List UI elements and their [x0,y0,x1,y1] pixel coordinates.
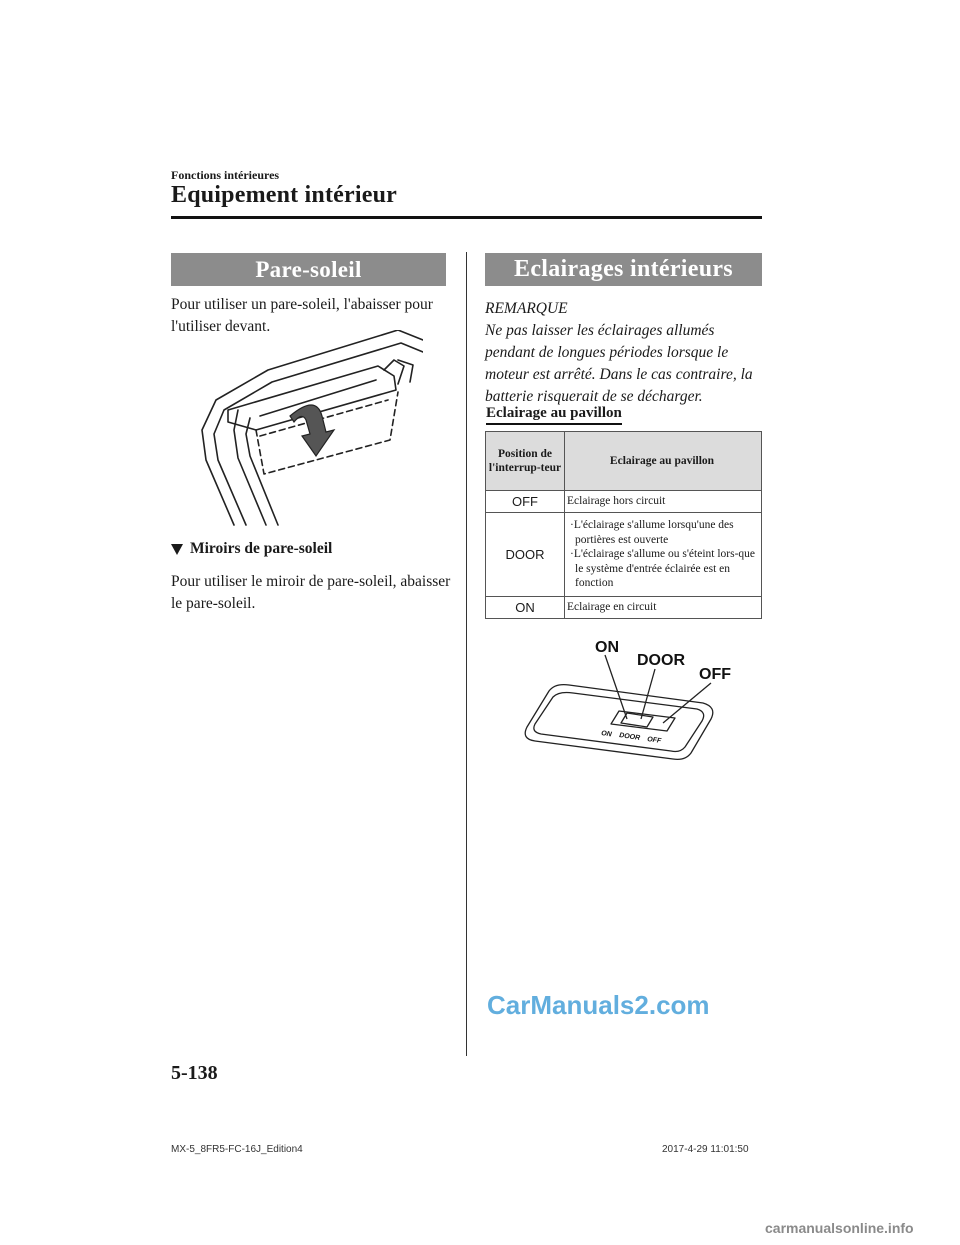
header-rule [171,216,762,219]
callout-door: DOOR [637,652,685,669]
table-header-row [486,432,762,491]
table-cell-description: Eclairage hors circuit [565,491,762,513]
table-cell-position: OFF [486,491,565,513]
switch-label-door: DOOR [618,732,641,742]
column-divider [466,252,467,1056]
overhead-light-table [485,431,762,619]
page-number: 5-138 [171,1062,218,1084]
table-row [486,491,762,513]
subheading-text: Miroirs de pare-soleil [190,540,333,557]
callout-off: OFF [699,666,731,683]
switch-label-off: OFF [646,736,662,745]
subheading-vanity-mirror [171,540,332,558]
page-title: Equipement intérieur [171,182,397,208]
note-block [485,298,765,408]
section-title-sun-visor: Pare-soleil [171,253,446,286]
print-timestamp: 2017-4-29 11:01:50 [662,1144,749,1155]
list-item: ·L'éclairage s'allume lorsqu'une des portières est ouverte [570,519,734,546]
sun-visor-intro: Pour utiliser un pare-soleil, l'abaisser pour l'utiliser devant. [171,296,433,335]
triangle-bullet-icon [171,544,183,555]
table-header-light: Eclairage au pavillon [565,432,762,491]
callout-on: ON [595,639,619,656]
table-header-position: Position de l'interrup-teur [486,432,565,491]
sun-visor-illustration [198,330,423,528]
table-cell-position: DOOR [486,513,565,597]
vanity-mirror-text: Pour utiliser le miroir de pare-soleil, abaisser le pare-soleil. [171,573,451,612]
overhead-light-diagram [515,633,747,763]
table-cell-description: Eclairage en circuit [565,597,762,619]
switch-label-on: ON [600,730,613,739]
note-text: Ne pas laisser les éclairages allumés pendant de longues périodes lorsque le moteur est arrêté. Dans le cas contraire, la batterie risquerait de se décharger. [485,322,753,405]
section-label: Fonctions intérieures [171,168,280,182]
watermark-site: carmanualsonline.info [765,1220,914,1236]
section-title-interior-lights: Eclairages intérieurs [485,253,762,286]
table-cell-description [565,513,762,597]
subheading-overhead-light: Eclairage au pavillon [486,405,622,425]
note-label: REMARQUE [485,300,568,317]
document-id: MX-5_8FR5-FC-16J_Edition4 [171,1144,303,1155]
table-cell-position: ON [486,597,565,619]
table-row [486,513,762,597]
watermark-logo: CarManuals2.com [487,990,710,1020]
list-item: ·L'éclairage s'allume ou s'éteint lors-que le système d'entrée éclairée est en fonction [570,548,756,590]
table-row [486,597,762,619]
